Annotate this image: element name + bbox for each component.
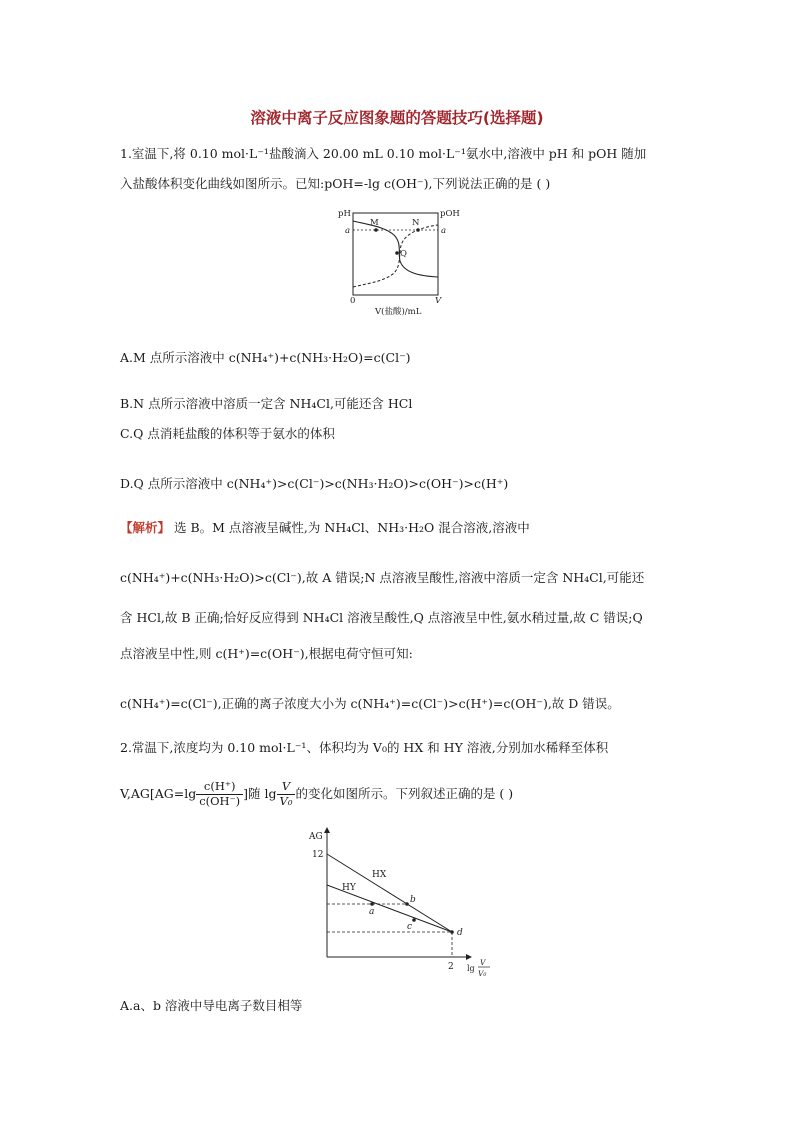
q2-ag-numerator: c(H⁺) <box>203 779 236 793</box>
q2-x-label: lg <box>467 964 475 973</box>
q2-point-b-label: b <box>410 895 416 905</box>
q1-option-b: B.N 点所示溶液中溶质一定含 NH₄Cl,可能还含 HCl <box>120 396 413 411</box>
q1-origin-label: 0 <box>350 296 356 306</box>
q1-analysis-line2: c(NH₄⁺)+c(NH₃·H₂O)>c(Cl⁻),故 A 错误;N 点溶液呈酸性,溶液中溶质一定含 NH₄Cl,可能还 <box>120 570 645 585</box>
q2-figure <box>300 825 500 985</box>
page-title: 溶液中离子反应图象题的答题技巧(选择题) <box>250 109 544 127</box>
q1-x-end-label: V <box>435 296 442 306</box>
q2-lg-denominator: V₀ <box>277 794 296 809</box>
q1-plot-frame <box>353 213 438 295</box>
q2-stem-pre: V,AG[AG=lg <box>120 785 197 801</box>
q1-point-m-label: M <box>370 218 379 228</box>
q2-point-a-label: a <box>369 907 375 917</box>
q1-analysis-line4: 点溶液呈中性,则 c(H⁺)=c(OH⁻),根据电荷守恒可知: <box>120 646 413 661</box>
q1-ph-curve <box>353 221 438 277</box>
q2-hx-line <box>327 854 452 932</box>
q1-option-d: D.Q 点所示溶液中 c(NH₄⁺)>c(Cl⁻)>c(NH₃·H₂O)>c(OH⁻)>c(H⁺) <box>120 476 509 491</box>
q1-option-a: A.M 点所示溶液中 c(NH₄⁺)+c(NH₃·H₂O)=c(Cl⁻) <box>120 350 411 365</box>
q1-y-left-label: pH <box>338 209 351 219</box>
q2-y-tick: 12 <box>312 850 324 860</box>
q1-point-m-marker <box>374 228 378 232</box>
q2-point-a-marker <box>370 902 374 906</box>
q1-stem-line1: 1.室温下,将 0.10 mol·L⁻¹盐酸滴入 20.00 mL 0.10 mol·L⁻¹氨水中,溶液中 pH 和 pOH 随加 <box>120 146 647 161</box>
q2-series-hy: HY <box>342 883 356 893</box>
q1-analysis-line5: c(NH₄⁺)=c(Cl⁻),正确的离子浓度大小为 c(NH₄⁺)=c(Cl⁻)>c(H⁺)=c(OH⁻),故 D 错误。 <box>120 696 620 711</box>
q1-y-right-label: pOH <box>440 209 460 219</box>
q2-lg-numerator: V <box>281 779 291 793</box>
q1-analysis-line3: 含 HCl,故 B 正确;恰好反应得到 NH₄Cl 溶液呈酸性,Q 点溶液呈中性,氨水稍过量,故 C 错误;Q <box>120 610 643 625</box>
q1-option-c: C.Q 点消耗盐酸的体积等于氨水的体积 <box>120 426 335 441</box>
q2-y-arrow <box>324 827 330 833</box>
q1-point-n-label: N <box>412 218 420 228</box>
q2-stem-mid: ]随 lg <box>243 785 277 801</box>
q1-poh-curve <box>353 225 438 287</box>
q1-point-q-label: Q <box>400 249 407 259</box>
q2-x-arrow <box>466 954 472 960</box>
q2-point-d-marker <box>450 930 454 934</box>
q2-point-d-label: d <box>457 928 463 938</box>
analysis-tag: 【解析】 <box>120 520 171 535</box>
analysis-text-1: 选 B。M 点溶液呈碱性,为 NH₄Cl、NH₃·H₂O 混合溶液,溶液中 <box>174 520 530 535</box>
q2-point-c-label: c <box>407 922 413 932</box>
q2-y-label: AG <box>309 832 323 842</box>
q2-x-tick: 2 <box>448 962 454 972</box>
q2-lg-fraction <box>277 780 296 809</box>
q1-point-q-marker <box>395 251 399 255</box>
q1-x-axis-label: V(盐酸)/mL <box>375 307 422 317</box>
q2-stem-post: 的变化如图所示。下列叙述正确的是 ( ) <box>295 785 514 801</box>
q1-stem-line2: 入盐酸体积变化曲线如图所示。已知:pOH=-lg c(OH⁻),下列说法正确的是 ( ) <box>120 176 551 191</box>
q2-x-label-den: V₀ <box>478 969 487 978</box>
q1-analysis-line1 <box>120 522 530 535</box>
q2-x-label-num: V <box>480 958 486 967</box>
q2-point-b-marker <box>405 902 409 906</box>
q2-series-hx: HX <box>372 870 387 880</box>
q2-stem-line2 <box>120 780 513 809</box>
q1-a-right: a <box>441 226 447 236</box>
q1-a-left: a <box>345 226 351 236</box>
q2-stem-line1: 2.常温下,浓度均为 0.10 mol·L⁻¹、体积均为 V₀的 HX 和 HY 溶液,分别加水稀释至体积 <box>120 740 609 755</box>
q1-figure <box>330 203 470 323</box>
q1-point-n-marker <box>416 228 420 232</box>
q2-ag-denominator: c(OH⁻) <box>196 794 243 809</box>
q2-point-c-marker <box>412 918 416 922</box>
q2-option-a: A.a、b 溶液中导电离子数目相等 <box>120 998 303 1013</box>
q2-ag-fraction <box>196 780 243 809</box>
